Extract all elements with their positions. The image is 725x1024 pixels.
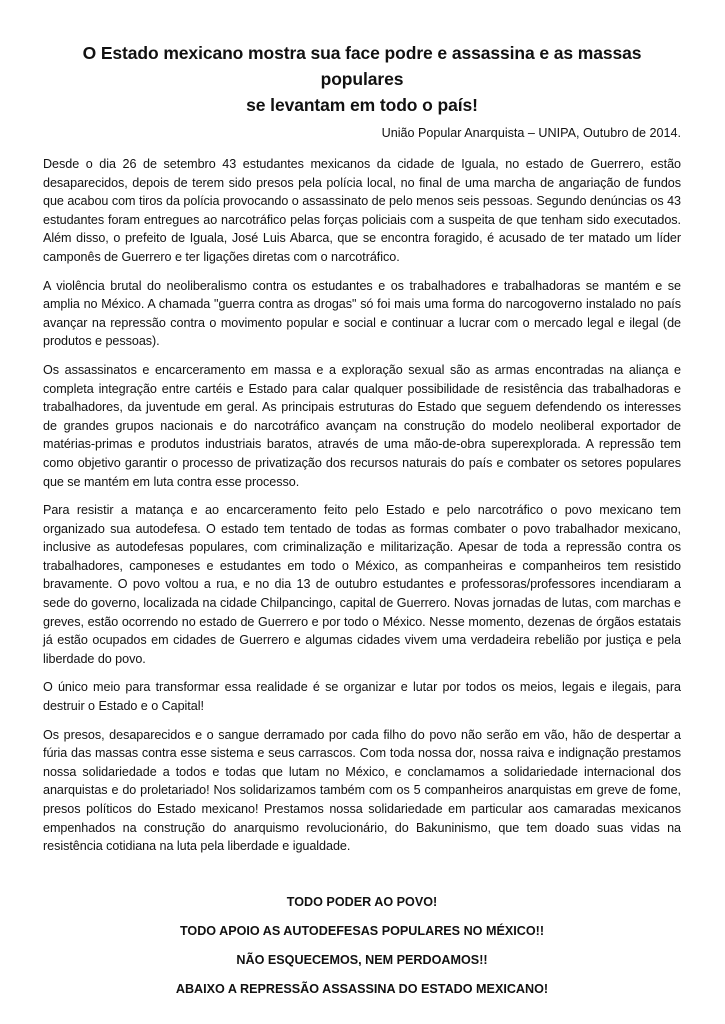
slogan-3: NÃO ESQUECEMOS, NEM PERDOAMOS!! xyxy=(236,952,488,967)
document-page xyxy=(43,40,681,1010)
slogans-block xyxy=(43,894,681,998)
paragraph-4: Para resistir a matança e ao encarceramento feito pelo Estado e pelo narcotráfico o povo mexicano tem organizado sua autodefesa. O estado tem tentado de todas as formas combater o povo trabalhador mexicano, inclusive as autodefesas populares, com criminalização e militarização. Apesar de toda a repressão contra os trabalhadores, camponeses e estudantes em todo o México, as companheiras e companheiros tem resistido bravamente. O povo voltou a rua, e no dia 13 de outubro estudantes e professoras/professores incendiaram a sede do governo, localizada na cidade Chilpancingo, capital de Guerrero. Novas jornadas de lutas, com marchas e greves, estão ocorrendo no estado de Guerrero e por todo o México. Nesse momento, dezenas de órgãos estatais já estão ocupados em cidades de Guerrero e algumas cidades vivem uma verdadeira rebelião por justiça e pela liberdade do povo. xyxy=(43,503,681,666)
title-line-2: se levantam em todo o país! xyxy=(246,95,478,115)
article-body xyxy=(43,155,681,856)
paragraph-6: Os presos, desaparecidos e o sangue derramado por cada filho do povo não serão em vão, hão de despertar a fúria das massas contra esse sistema e seus carrascos. Com toda nossa dor, nossa raiva e indignação prestamos nossa solidariedade a todos e todas que lutam no México, e conclamamos a solidariedade internacional dos anarquistas e do proletariado! Nos solidarizamos também com os 5 companheiros anarquistas em greve de fome, presos políticos do Estado mexicano! Prestamos nossa solidariedade em particular aos camaradas mexicanos empenhados na construção do anarquismo revolucionário, do Bakuninismo, que tem doado suas vidas na resistência cotidiana na luta pela liberdade e igualdade. xyxy=(43,727,681,854)
attribution-line: União Popular Anarquista – UNIPA, Outubro de 2014. xyxy=(381,126,681,140)
document-title xyxy=(43,40,681,118)
slogan-4: ABAIXO A REPRESSÃO ASSASSINA DO ESTADO MEXICANO! xyxy=(175,981,549,996)
paragraph-2: A violência brutal do neoliberalismo contra os estudantes e os trabalhadores e trabalhadoras se mantém e se amplia no México. A chamada "guerra contra as drogas" só foi mais uma forma do narcogoverno instalado no país avançar na repressão contra o movimento popular e social e continuar a lucrar com o mercado legal e ilegal (de produtos e pessoas). xyxy=(43,278,681,349)
paragraph-3: Os assassinatos e encarceramento em massa e a exploração sexual são as armas encontradas na aliança e completa integração entre cartéis e Estado para calar qualquer possibilidade de resistência das trabalhadoras e trabalhadores, da juventude em geral. As principais estruturas do Estado que seguem defendendo os interesses de grandes grupos nacionais e do narcotráfico avançam na construção do modelo neoliberal exportador de matérias-primas e produtos industriais baratos, através de uma mão-de-obra superexplorada. A repressão tem como objetivo garantir o processo de privatização dos recursos naturais do país e combater os setores populares que se mantém em luta contra esse processo. xyxy=(43,362,681,489)
slogan-2: TODO APOIO AS AUTODEFESAS POPULARES NO MÉXICO!! xyxy=(179,923,545,938)
title-line-1: O Estado mexicano mostra sua face podre e assassina e as massas populares xyxy=(82,43,642,89)
paragraph-1: Desde o dia 26 de setembro 43 estudantes mexicanos da cidade de Iguala, no estado de Guerrero, estão desaparecidos, depois de terem sido presos pela polícia local, no final de uma marcha de angariação de fundos que acabou com tiros da polícia provocando o assassinato de pelo menos seis pessoas. Segundo denúncias os 43 estudantes foram entregues ao narcotráfico pelas forças policiais com a suspeita de que tenham sido executados. Além disso, o prefeito de Iguala, José Luis Abarca, que se encontra foragido, é acusado de ter matado um líder camponês de Guerrero e ter ligações diretas com o narcotráfico. xyxy=(43,157,681,264)
paragraph-5: O único meio para transformar essa realidade é se organizar e lutar por todos os meios, legais e ilegais, para destruir o Estado e o Capital! xyxy=(43,680,681,714)
slogan-1: TODO PODER AO POVO! xyxy=(286,894,438,909)
